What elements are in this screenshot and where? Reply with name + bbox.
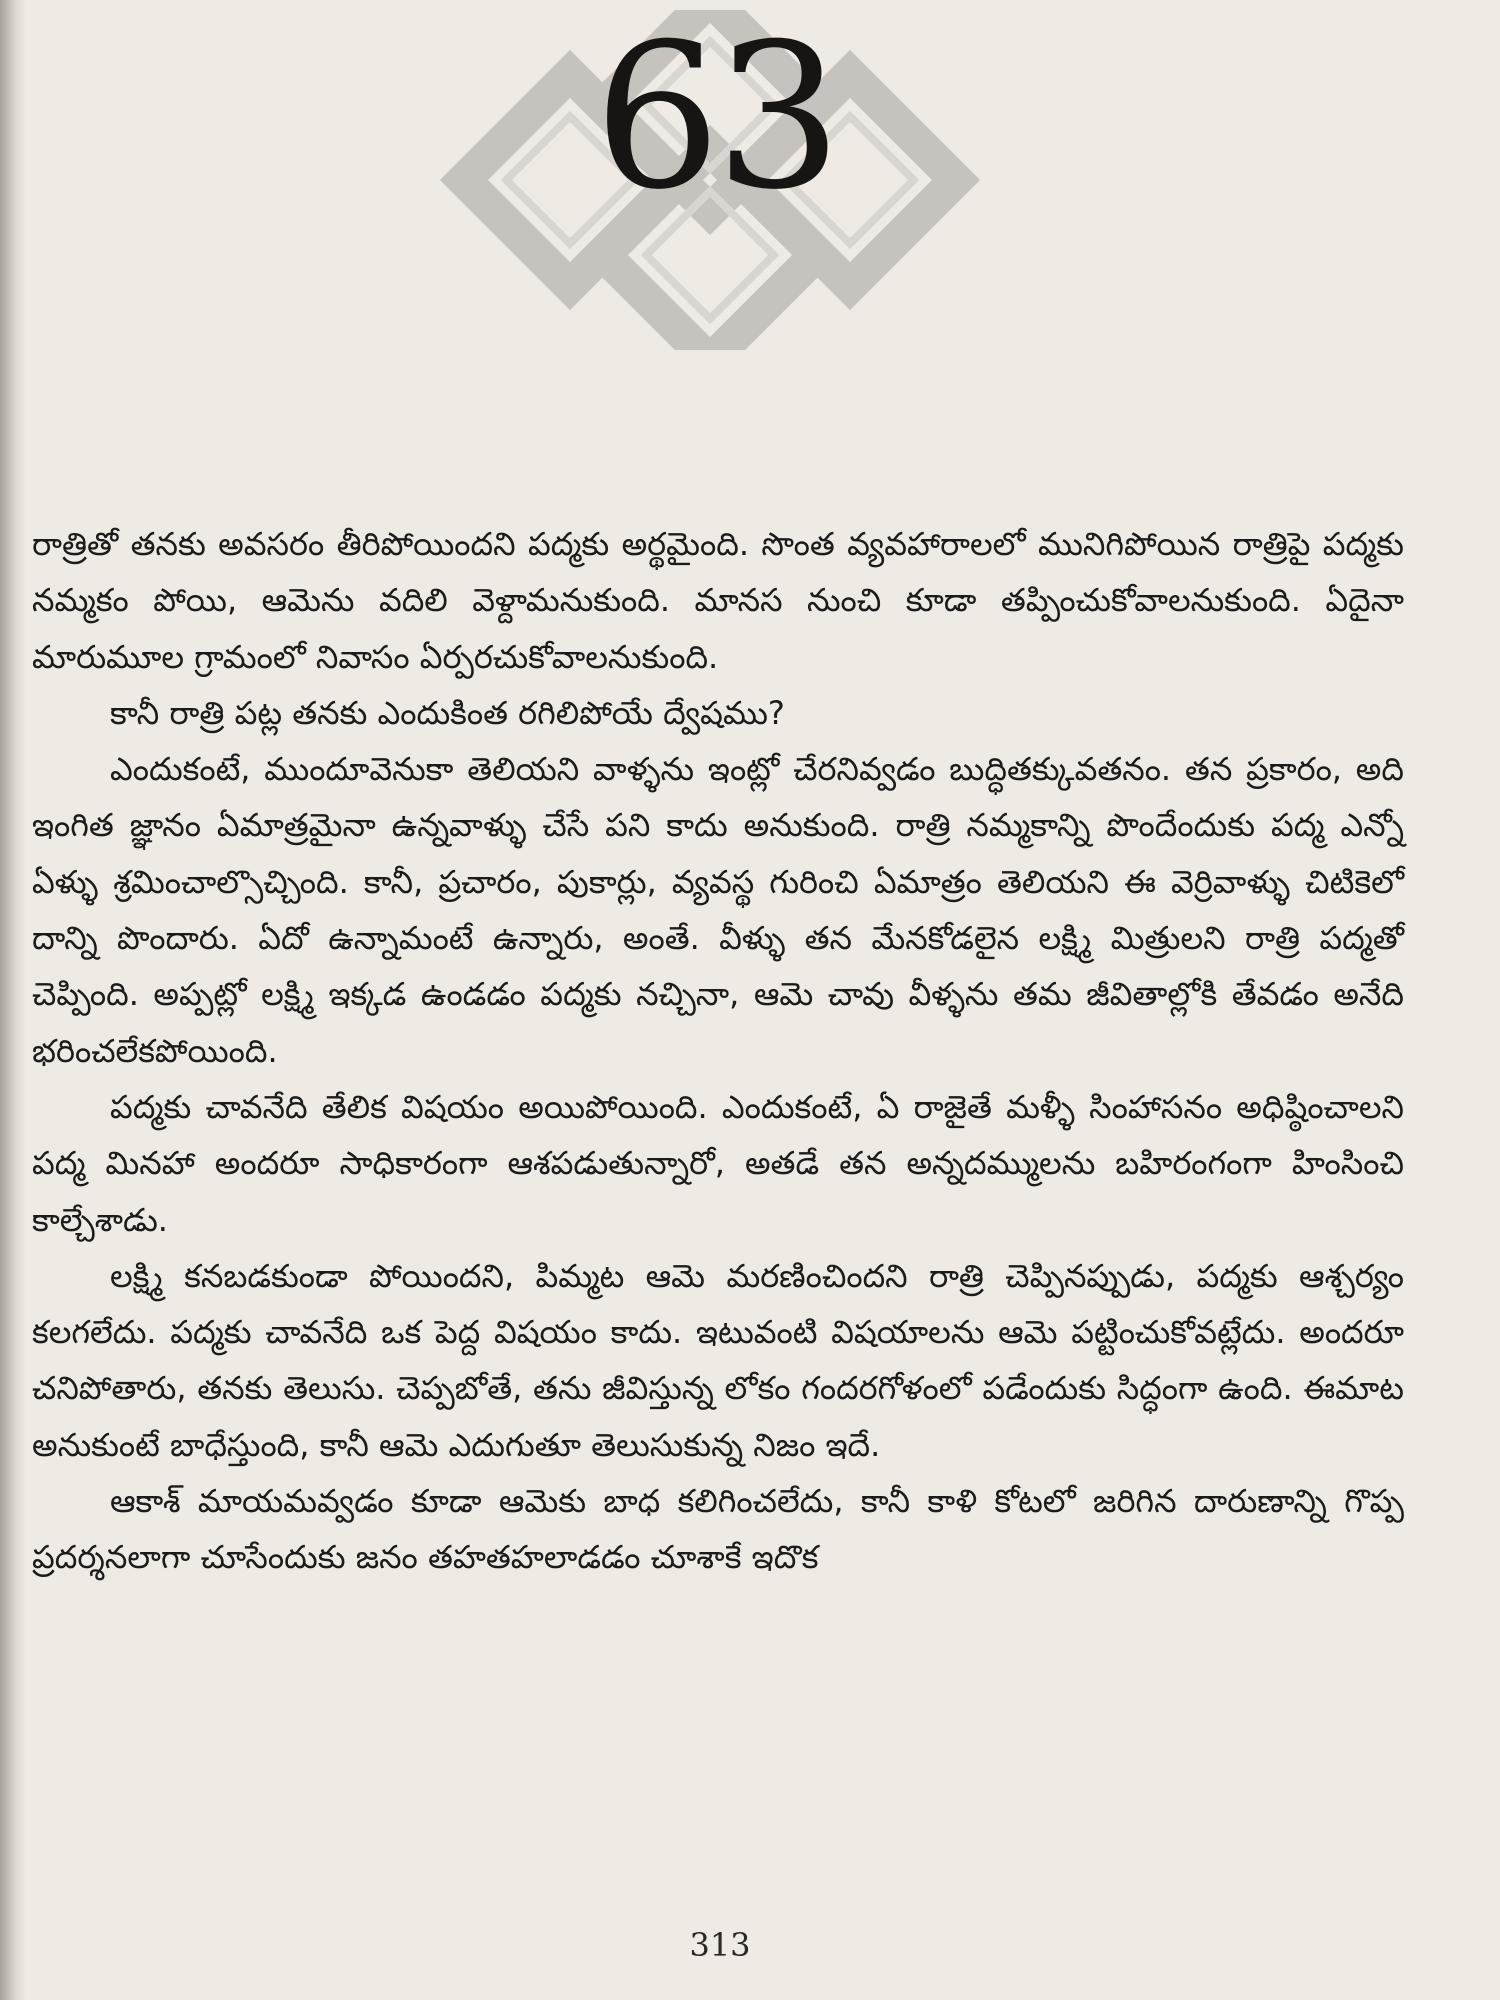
page-number: 313 [689,1926,751,1964]
chapter-body [32,516,1404,1586]
paragraph: ఆకాశ్ మాయమవ్వడం కూడా ఆమెకు బాధ కలిగించలేదు, కానీ కాళి కోటలో జరిగిన దారుణాన్ని గొప్ప ప్రదర్శనలాగా చూసేందుకు జనం తహతహలాడడం చూశాకే ఇదొక [32,1482,1404,1577]
paragraph: కానీ రాత్రి పట్ల తనకు ఎందుకింత రగిలిపోయే ద్వేషము? [110,693,785,732]
paragraph: పద్మకు చావనేది తేలిక విషయం అయిపోయింది. ఎందుకంటే, ఏ రాజైతే మళ్ళీ సింహాసనం అధిష్ఠించాలని పద్మ మినహా అందరూ సాధికారంగా ఆశపడుతున్నారో, అతడే తన అన్నదమ్ములను బహిరంగంగా హింసించి కాల్చేశాడు. [32,1087,1404,1239]
paragraph: లక్ష్మి కనబడకుండా పోయిందని, పిమ్మట ఆమె మరణించిందని రాత్రి చెప్పినప్పుడు, పద్మకు ఆశ్చర్యం కలగలేదు. పద్మకు చావనేది ఒక పెద్ద విషయం కాదు. ఇటువంటి విషయాలను ఆమె పట్టించుకోవట్లేదు. అందరూ చనిపోతారు, తనకు తెలుసు. చెప్పబోతే, తను జీవిస్తున్న లోకం గందరగోళంలో పడేందుకు సిద్ధంగా ఉంది. ఈమాట అనుకుంటే బాధేస్తుంది, కానీ ఆమె ఎదుగుతూ తెలుసుకున్న నిజం ఇదే. [32,1256,1404,1464]
paragraph: రాత్రితో తనకు అవసరం తీరిపోయిందని పద్మకు అర్థమైంది. సొంత వ్యవహారాలలో మునిగిపోయిన రాత్రిపై పద్మకు నమ్మకం పోయి, ఆమెను వదిలి వెళ్దామనుకుంది. మానస నుంచి కూడా తప్పించుకోవాలనుకుంది. ఏదైనా మారుమూల గ్రామంలో నివాసం ఏర్పరచుకోవాలనుకుంది. [32,525,1404,676]
paragraph: ఎందుకంటే, ముందూవెనుకా తెలియని వాళ్ళను ఇంట్లో చేరనివ్వడం బుద్ధితక్కువతనం. తన ప్రకారం, అది ఇంగిత జ్ఞానం ఏమాత్రమైనా ఉన్నవాళ్ళు చేసే పని కాదు అనుకుంది. రాత్రి నమ్మకాన్ని పొందేందుకు పద్మ ఎన్నో ఏళ్ళు శ్రమించాల్సొచ్చింది. కానీ, ప్రచారం, పుకార్లు, వ్యవస్థ గురించి ఏమాత్రం తెలియని ఈ వెర్రివాళ్ళు చిటికెలో దాన్ని పొందారు. ఏదో ఉన్నామంటే ఉన్నారు, అంతే. వీళ్ళు తన మేనకోడలైన లక్ష్మి మిత్రులని రాత్రి పద్మతో చెప్పింది. అప్పట్లో లక్ష్మి ఇక్కడ ఉండడం పద్మకు నచ్చినా, ఆమె చావు వీళ్ళను తమ జీవితాల్లోకి తేవడం అనేది భరించలేకపోయింది. [32,750,1404,1070]
chapter-number: 63 [593,1,837,234]
page-gutter-shadow [0,0,26,2000]
